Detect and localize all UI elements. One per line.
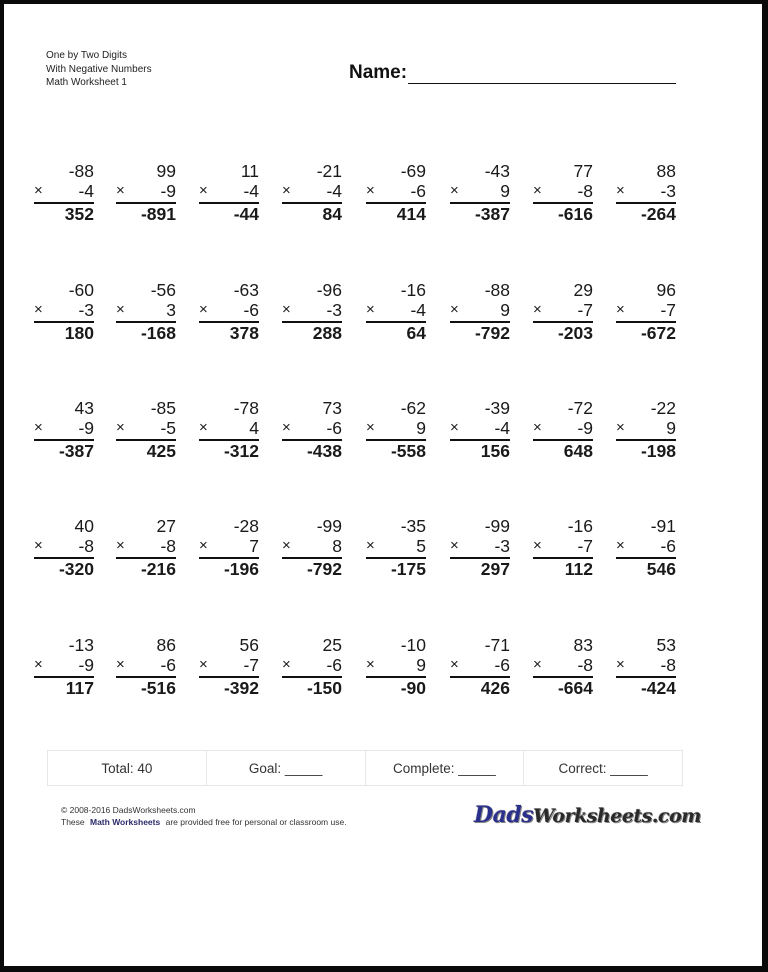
product-answer: 117 — [65, 678, 94, 698]
product-answer: 64 — [406, 323, 426, 343]
problem-item — [450, 398, 510, 462]
times-icon: × — [450, 182, 459, 199]
product-answer: 426 — [480, 678, 510, 698]
multiplier-row — [116, 655, 176, 675]
times-icon: × — [450, 419, 459, 436]
multiplier: -7 — [243, 655, 259, 675]
product-answer: -891 — [140, 204, 176, 224]
multiplicand: 25 — [322, 635, 342, 655]
multiplier-row — [450, 536, 510, 556]
problem-item — [533, 398, 593, 462]
multiplier: -4 — [326, 181, 342, 201]
multiplier: 9 — [500, 181, 510, 201]
product-answer: 112 — [564, 559, 593, 579]
multiplier-row — [116, 536, 176, 556]
product-answer: -424 — [640, 678, 676, 698]
multiplier: 9 — [666, 418, 676, 438]
problem-item — [533, 635, 593, 699]
dadsworksheets-logo[interactable] — [474, 802, 701, 828]
multiplier: 3 — [166, 300, 176, 320]
multiplier-row — [282, 181, 342, 201]
problem-item — [199, 635, 259, 699]
multiplicand: 11 — [240, 161, 259, 181]
name-blank-line[interactable] — [408, 65, 676, 84]
multiplicand: -72 — [567, 398, 593, 418]
problem-item — [533, 280, 593, 344]
multiplier-row — [34, 181, 94, 201]
multiplier: -8 — [160, 536, 176, 556]
times-icon: × — [366, 656, 375, 673]
times-icon: × — [282, 537, 291, 554]
multiplier: -4 — [243, 181, 259, 201]
multiplicand: 53 — [656, 635, 676, 655]
multiplier-row — [533, 181, 593, 201]
product-answer: 352 — [64, 204, 94, 224]
multiplier-row — [533, 655, 593, 675]
multiplier-row — [282, 655, 342, 675]
multiplier-row — [199, 655, 259, 675]
multiplier-row — [366, 536, 426, 556]
multiplier-row — [450, 418, 510, 438]
multiplicand: 43 — [74, 398, 94, 418]
multiplier-row — [199, 418, 259, 438]
multiplier-row — [533, 300, 593, 320]
problem-item — [116, 280, 176, 344]
multiplicand: -43 — [484, 161, 510, 181]
multiplier: -9 — [577, 418, 593, 438]
times-icon: × — [199, 182, 208, 199]
multiplier-row — [366, 655, 426, 675]
score-total: Total: 40 — [48, 751, 207, 785]
product-answer: -387 — [58, 441, 94, 461]
multiplier: -8 — [577, 655, 593, 675]
math-worksheets-link[interactable]: Math Worksheets — [90, 817, 161, 827]
score-goal: Goal: _____ — [207, 751, 366, 785]
multiplier: -4 — [410, 300, 426, 320]
product-answer: 156 — [480, 441, 510, 461]
times-icon: × — [199, 656, 208, 673]
multiplier-row — [450, 181, 510, 201]
times-icon: × — [450, 656, 459, 673]
logo-part-dads: Dads — [474, 802, 534, 828]
times-icon: × — [34, 656, 43, 673]
multiplier: -9 — [78, 655, 94, 675]
times-icon: × — [116, 656, 125, 673]
multiplier-row — [366, 418, 426, 438]
multiplicand: 88 — [656, 161, 676, 181]
product-answer: -387 — [474, 204, 510, 224]
times-icon: × — [366, 419, 375, 436]
multiplier-row — [34, 536, 94, 556]
free-use-suffix: are provided free for personal or classroom use. — [165, 817, 347, 827]
multiplicand: 27 — [156, 516, 176, 536]
multiplier: 7 — [249, 536, 259, 556]
product-answer: -792 — [306, 559, 342, 579]
multiplier: -8 — [660, 655, 676, 675]
multiplier-row — [282, 418, 342, 438]
subtitle-line-1: One by Two Digits — [46, 50, 127, 61]
multiplier-row — [116, 300, 176, 320]
free-use-line — [61, 816, 347, 828]
multiplier-row — [616, 181, 676, 201]
problem-item — [533, 161, 593, 225]
product-answer: -558 — [390, 441, 426, 461]
logo-part-worksheets: Worksheets.com — [533, 805, 701, 827]
multiplier: -3 — [494, 536, 510, 556]
free-use-prefix: These — [61, 817, 85, 827]
multiplicand: -60 — [68, 280, 94, 300]
problem-item — [616, 635, 676, 699]
multiplier-row — [616, 655, 676, 675]
problem-item — [34, 398, 94, 462]
multiplier: 4 — [249, 418, 259, 438]
problem-item — [199, 398, 259, 462]
subtitle-line-3: Math Worksheet 1 — [46, 77, 127, 88]
multiplier-row — [34, 300, 94, 320]
multiplier: 9 — [500, 300, 510, 320]
multiplier: -6 — [410, 181, 426, 201]
problem-item — [116, 516, 176, 580]
multiplier: 9 — [416, 655, 426, 675]
product-answer: 648 — [563, 441, 593, 461]
times-icon: × — [116, 537, 125, 554]
multiplier: -7 — [577, 536, 593, 556]
product-answer: 378 — [229, 323, 259, 343]
product-answer: -216 — [140, 559, 176, 579]
problem-item — [282, 398, 342, 462]
product-answer: -672 — [640, 323, 676, 343]
multiplier-row — [199, 181, 259, 201]
problem-item — [366, 280, 426, 344]
product-answer: -616 — [557, 204, 593, 224]
product-answer: -664 — [557, 678, 593, 698]
multiplicand: -78 — [233, 398, 259, 418]
times-icon: × — [533, 182, 542, 199]
multiplier-row — [199, 300, 259, 320]
problem-item — [616, 516, 676, 580]
multiplier: -3 — [660, 181, 676, 201]
multiplier: 8 — [332, 536, 342, 556]
multiplicand: -69 — [400, 161, 426, 181]
multiplicand: -56 — [150, 280, 176, 300]
multiplicand: 56 — [239, 635, 259, 655]
times-icon: × — [116, 419, 125, 436]
product-answer: 425 — [146, 441, 176, 461]
times-icon: × — [450, 537, 459, 554]
multiplicand: -91 — [650, 516, 676, 536]
multiplicand: -99 — [316, 516, 342, 536]
product-answer: -90 — [400, 678, 426, 698]
multiplicand: -85 — [150, 398, 176, 418]
problem-item — [450, 516, 510, 580]
problem-item — [366, 161, 426, 225]
multiplicand: -99 — [484, 516, 510, 536]
multiplier: -7 — [660, 300, 676, 320]
multiplier: -4 — [78, 181, 94, 201]
multiplicand: -88 — [484, 280, 510, 300]
multiplicand: -10 — [400, 635, 426, 655]
multiplier-row — [450, 300, 510, 320]
multiplicand: -13 — [68, 635, 94, 655]
score-table — [47, 750, 683, 786]
multiplier-row — [616, 300, 676, 320]
multiplier: -8 — [577, 181, 593, 201]
product-answer: -516 — [140, 678, 176, 698]
multiplier: -7 — [577, 300, 593, 320]
product-answer: -168 — [140, 323, 176, 343]
times-icon: × — [533, 656, 542, 673]
multiplier: -6 — [494, 655, 510, 675]
times-icon: × — [282, 301, 291, 318]
multiplier-row — [366, 181, 426, 201]
multiplier-row — [533, 536, 593, 556]
multiplier-row — [199, 536, 259, 556]
times-icon: × — [450, 301, 459, 318]
product-answer: -196 — [223, 559, 259, 579]
multiplicand: -39 — [484, 398, 510, 418]
multiplicand: -16 — [400, 280, 426, 300]
product-answer: -198 — [640, 441, 676, 461]
problem-item — [616, 161, 676, 225]
problem-item — [366, 398, 426, 462]
times-icon: × — [616, 537, 625, 554]
multiplicand: 99 — [156, 161, 176, 181]
multiplier: -6 — [243, 300, 259, 320]
product-answer: -264 — [640, 204, 676, 224]
multiplier-row — [116, 418, 176, 438]
multiplier: -6 — [660, 536, 676, 556]
problem-item — [34, 280, 94, 344]
multiplier: -9 — [160, 181, 176, 201]
times-icon: × — [616, 182, 625, 199]
problem-item — [616, 280, 676, 344]
multiplicand: 77 — [573, 161, 593, 181]
times-icon: × — [116, 182, 125, 199]
multiplier: -9 — [78, 418, 94, 438]
multiplier-row — [616, 536, 676, 556]
multiplicand: 86 — [156, 635, 176, 655]
copyright-line: © 2008-2016 DadsWorksheets.com — [61, 805, 196, 815]
times-icon: × — [282, 656, 291, 673]
multiplier-row — [34, 655, 94, 675]
multiplier: -6 — [160, 655, 176, 675]
times-icon: × — [366, 182, 375, 199]
product-answer: -392 — [223, 678, 259, 698]
problem-item — [282, 161, 342, 225]
multiplier-row — [366, 300, 426, 320]
score-complete: Complete: _____ — [366, 751, 525, 785]
multiplier: -3 — [78, 300, 94, 320]
score-correct: Correct: _____ — [558, 760, 648, 776]
multiplicand: 83 — [573, 635, 593, 655]
times-icon: × — [282, 182, 291, 199]
times-icon: × — [366, 301, 375, 318]
problem-item — [116, 635, 176, 699]
multiplicand: 29 — [573, 280, 593, 300]
multiplicand: -62 — [400, 398, 426, 418]
multiplier: -6 — [326, 418, 342, 438]
multiplicand: -71 — [484, 635, 510, 655]
product-answer: -203 — [557, 323, 593, 343]
product-answer: -312 — [223, 441, 259, 461]
product-answer: -792 — [474, 323, 510, 343]
problem-item — [450, 635, 510, 699]
times-icon: × — [199, 537, 208, 554]
multiplicand: -22 — [650, 398, 676, 418]
times-icon: × — [616, 656, 625, 673]
problem-item — [34, 635, 94, 699]
times-icon: × — [533, 301, 542, 318]
multiplicand: 40 — [74, 516, 94, 536]
product-answer: 288 — [312, 323, 342, 343]
times-icon: × — [34, 182, 43, 199]
times-icon: × — [199, 301, 208, 318]
multiplicand: -88 — [68, 161, 94, 181]
problem-item — [282, 516, 342, 580]
problem-item — [282, 635, 342, 699]
multiplier-row — [282, 300, 342, 320]
name-label: Name: — [349, 62, 408, 83]
multiplier-row — [450, 655, 510, 675]
product-answer: 546 — [646, 559, 676, 579]
multiplier-row — [34, 418, 94, 438]
multiplicand: -28 — [233, 516, 259, 536]
product-answer: 297 — [480, 559, 510, 579]
product-answer: 84 — [322, 204, 342, 224]
times-icon: × — [366, 537, 375, 554]
problem-item — [116, 398, 176, 462]
multiplier: -6 — [326, 655, 342, 675]
problem-item — [450, 280, 510, 344]
problem-item — [199, 161, 259, 225]
multiplier-row — [116, 181, 176, 201]
problem-item — [366, 635, 426, 699]
worksheet-header-info — [46, 49, 152, 90]
problem-item — [450, 161, 510, 225]
times-icon: × — [616, 419, 625, 436]
problem-item — [34, 161, 94, 225]
multiplicand: -21 — [316, 161, 342, 181]
times-icon: × — [34, 419, 43, 436]
subtitle-line-2: With Negative Numbers — [46, 63, 152, 75]
times-icon: × — [616, 301, 625, 318]
multiplicand: -35 — [400, 516, 426, 536]
problem-item — [616, 398, 676, 462]
problem-item — [366, 516, 426, 580]
multiplicand: -96 — [316, 280, 342, 300]
problem-item — [533, 516, 593, 580]
times-icon: × — [199, 419, 208, 436]
product-answer: 414 — [396, 204, 426, 224]
times-icon: × — [533, 537, 542, 554]
multiplier-row — [282, 536, 342, 556]
multiplier: -8 — [78, 536, 94, 556]
product-answer: -175 — [390, 559, 426, 579]
times-icon: × — [116, 301, 125, 318]
multiplicand: 96 — [656, 280, 676, 300]
multiplier: 5 — [416, 536, 426, 556]
multiplier-row — [616, 418, 676, 438]
problem-item — [199, 280, 259, 344]
multiplicand: 73 — [322, 398, 342, 418]
times-icon: × — [533, 419, 542, 436]
multiplier-row — [533, 418, 593, 438]
name-field — [349, 62, 676, 84]
product-answer: -438 — [306, 441, 342, 461]
problem-item — [116, 161, 176, 225]
times-icon: × — [282, 419, 291, 436]
times-icon: × — [34, 537, 43, 554]
problem-item — [282, 280, 342, 344]
multiplier: -3 — [326, 300, 342, 320]
multiplier: 9 — [416, 418, 426, 438]
product-answer: -320 — [58, 559, 94, 579]
problem-item — [199, 516, 259, 580]
multiplier: -4 — [494, 418, 510, 438]
product-answer: -44 — [233, 204, 259, 224]
multiplicand: -16 — [567, 516, 593, 536]
multiplicand: -63 — [233, 280, 259, 300]
product-answer: 180 — [64, 323, 94, 343]
product-answer: -150 — [306, 678, 342, 698]
problem-item — [34, 516, 94, 580]
multiplier: -5 — [160, 418, 176, 438]
footer-text — [61, 804, 347, 828]
times-icon: × — [34, 301, 43, 318]
